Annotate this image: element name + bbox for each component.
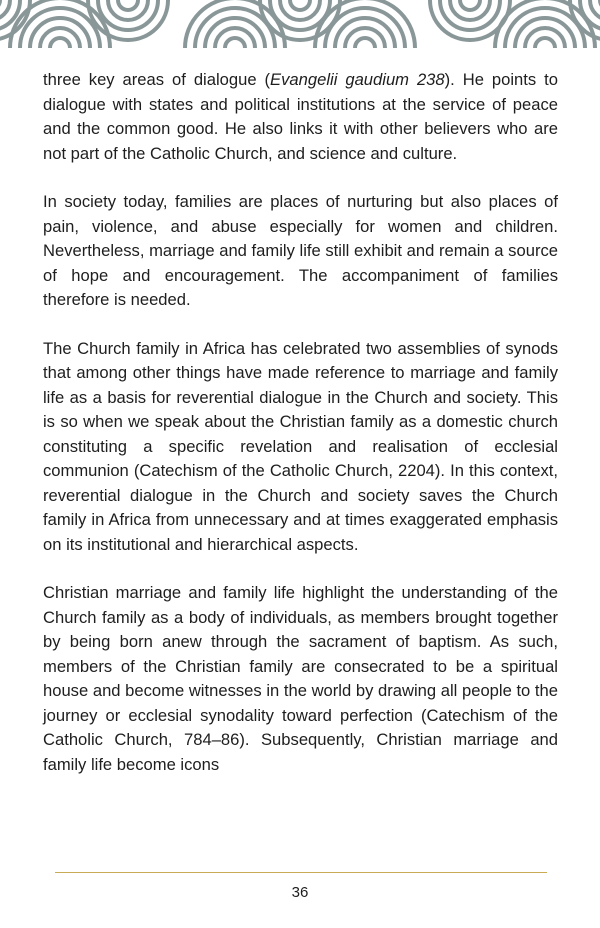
pattern-arc-group	[0, 0, 30, 40]
paragraph-3: The Church family in Africa has celebrated two assemblies of synods that among other things have made reference to marriage and family life as a basis for reverential dialogue in the Church and society. This is so when we speak about the Christian family as a domestic church constituting a specific revelation and realisation of ecclesial communion (Catechism of the Catholic Church, 2204). In this context, reverential dialogue in the Church and society saves the Church family in Africa from unnecessary and at times exaggerated emphasis on its institutional and hierarchical aspects.	[43, 338, 558, 554]
header-swirl-pattern	[0, 0, 600, 48]
paragraph-1-text-a: three key areas of dialogue (	[43, 70, 271, 89]
page-body	[43, 68, 558, 801]
paragraph-1	[43, 68, 558, 166]
paragraph-1-italic-citation: Evangelii gaudium 238	[270, 70, 445, 89]
paragraph-4: Christian marriage and family life highlight the understanding of the Church family as a body of individuals, as members brought together by being born anew through the sacrament of baptism. As such, members of the Christian family are consecrated to be a spiritual house and become witnesses in the world by drawing all people to the journey or ecclesial synodality toward perfection (Catechism of the Catholic Church, 784–86). Subsequently, Christian marriage and family life become icons	[43, 583, 558, 774]
paragraph-2: In society today, families are places of nurturing but also places of pain, violence, and abuse especially for women and children. Nevertheless, marriage and family life still exhibit and remain a source of hope and encouragement. The accompaniment of families therefore is needed.	[43, 192, 558, 309]
paragraph-1-text-b: ). He points to dialogue with states and political institutions at the service of peace and the common good. He also links it with other believers who are not part of the Catholic Church, and science and culture.	[43, 70, 558, 163]
page-number: 36	[291, 884, 309, 901]
footer-divider	[55, 872, 547, 873]
